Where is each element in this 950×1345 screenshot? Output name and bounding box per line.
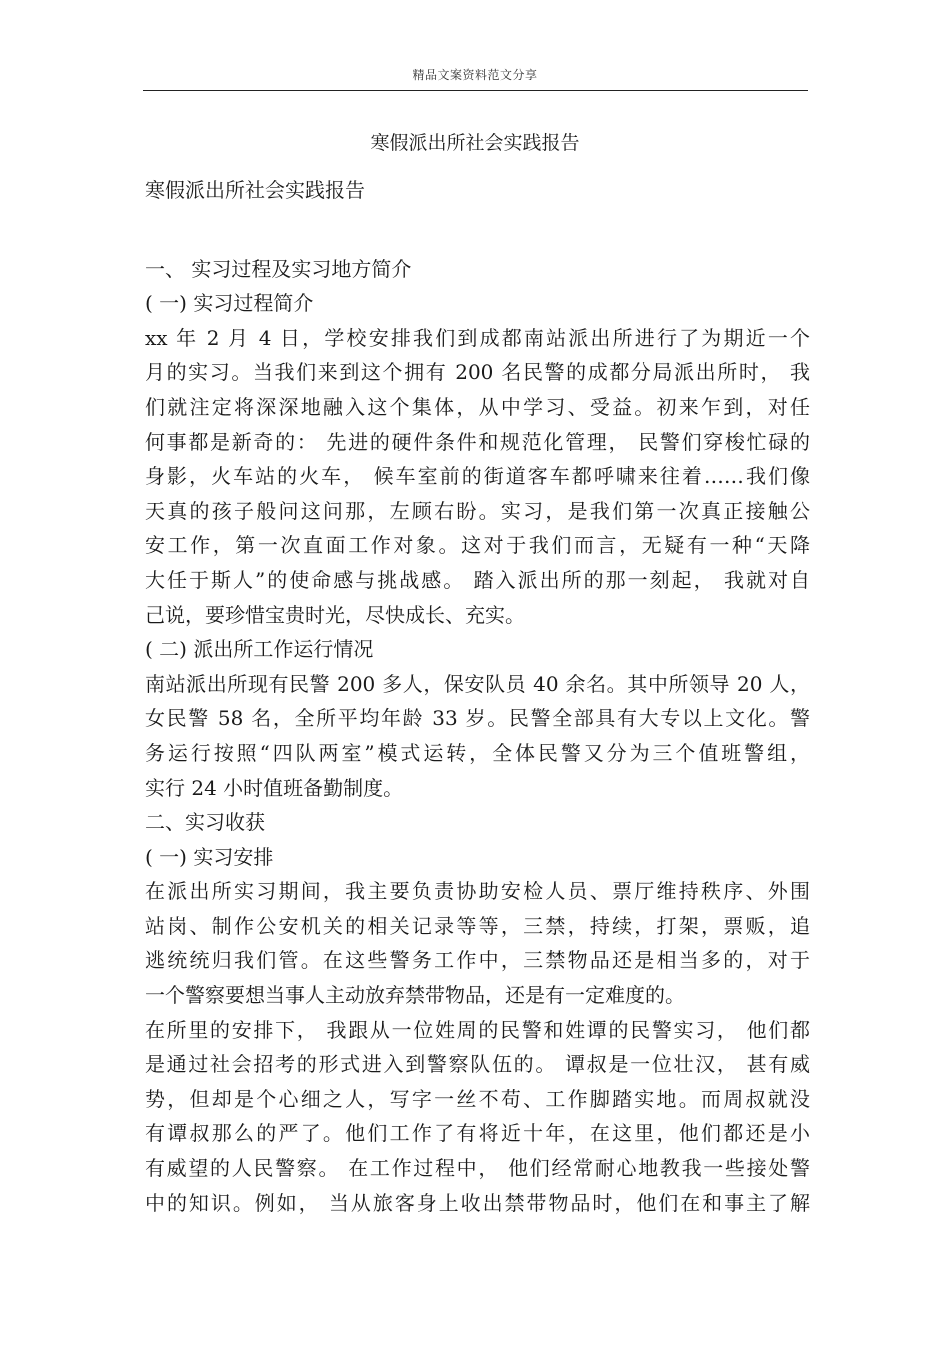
text-line: 南站派出所现有民警 200 多人，保安队员 40 余名。其中所领导 20 人，: [145, 671, 810, 696]
text-line: 务运行按照“四队两室”模式运转，全体民警又分为三个值班警组，: [145, 740, 810, 765]
text-line: 在所里的安排下， 我跟从一位姓周的民警和姓谭的民警实习， 他们都: [145, 1017, 810, 1042]
document-body: [145, 173, 810, 1220]
body-text: [145, 252, 810, 1221]
text-line: ( 一) 实习安排: [145, 844, 274, 869]
text-line: 大任于斯人”的使命感与挑战感。 踏入派出所的那一刻起， 我就对自: [145, 567, 810, 592]
page-header: 精品文案资料范文分享: [412, 68, 538, 82]
text-line: 们就注定将深深地融入这个集体，从中学习、受益。初来乍到，对任: [145, 394, 810, 419]
text-line: 是通过社会招考的形式进入到警察队伍的。 谭叔是一位壮汉， 甚有威: [145, 1052, 810, 1077]
text-line: 己说，要珍惜宝贵时光，尽快成长、充实。: [145, 602, 525, 627]
text-line: 二、实习收获: [145, 810, 265, 835]
text-line: 一个警察要想当事人主动放弃禁带物品，还是有一定难度的。: [145, 983, 685, 1008]
text-line: 天真的孩子般问这问那，左顾右盼。实习，是我们第一次真正接触公: [145, 498, 810, 523]
header-divider: [143, 90, 808, 91]
text-line: 身影，火车站的火车， 候车室前的街道客车都呼啸来往着……我们像: [145, 464, 810, 489]
text-line: ( 二) 派出所工作运行情况: [145, 637, 374, 662]
text-line: 势，但却是个心细之人，写字一丝不苟、工作脚踏实地。而周叔就没: [145, 1086, 810, 1111]
text-line: 安工作，第一次直面工作对象。这对于我们而言，无疑有一种“天降: [145, 533, 810, 558]
document-subtitle: 寒假派出所社会实践报告: [145, 178, 365, 202]
text-line: 在派出所实习期间，我主要负责协助安检人员、票厅维持秩序、外围: [145, 879, 810, 904]
text-line: 逃统统归我们管。在这些警务工作中，三禁物品还是相当多的，对于: [145, 948, 810, 973]
text-line: 有谭叔那么的严了。他们工作了有将近十年，在这里，他们都还是小: [145, 1121, 810, 1146]
text-line: 月的实习。当我们来到这个拥有 200 名民警的成都分局派出所时， 我: [145, 360, 810, 385]
text-line: 一、 实习过程及实习地方简介: [145, 256, 412, 281]
text-line: 实行 24 小时值班备勤制度。: [145, 775, 404, 800]
text-line: xx 年 2 月 4 日，学校安排我们到成都南站派出所进行了为期近一个: [145, 325, 810, 350]
text-line: 站岗、制作公安机关的相关记录等等，三禁，持续，打架，票贩，追: [145, 913, 810, 938]
text-line: 女民警 58 名，全所平均年龄 33 岁。民警全部具有大专以上文化。警: [145, 706, 810, 731]
document-title: 寒假派出所社会实践报告: [370, 132, 580, 154]
text-line: 何事都是新奇的： 先进的硬件条件和规范化管理， 民警们穿梭忙碌的: [145, 429, 810, 454]
text-line: ( 一) 实习过程简介: [145, 291, 314, 316]
text-line: 中的知识。例如， 当从旅客身上收出禁带物品时，他们在和事主了解: [145, 1190, 810, 1215]
text-line: 有威望的人民警察。 在工作过程中， 他们经常耐心地教我一些接处警: [145, 1156, 810, 1181]
blank-line: [145, 208, 810, 252]
